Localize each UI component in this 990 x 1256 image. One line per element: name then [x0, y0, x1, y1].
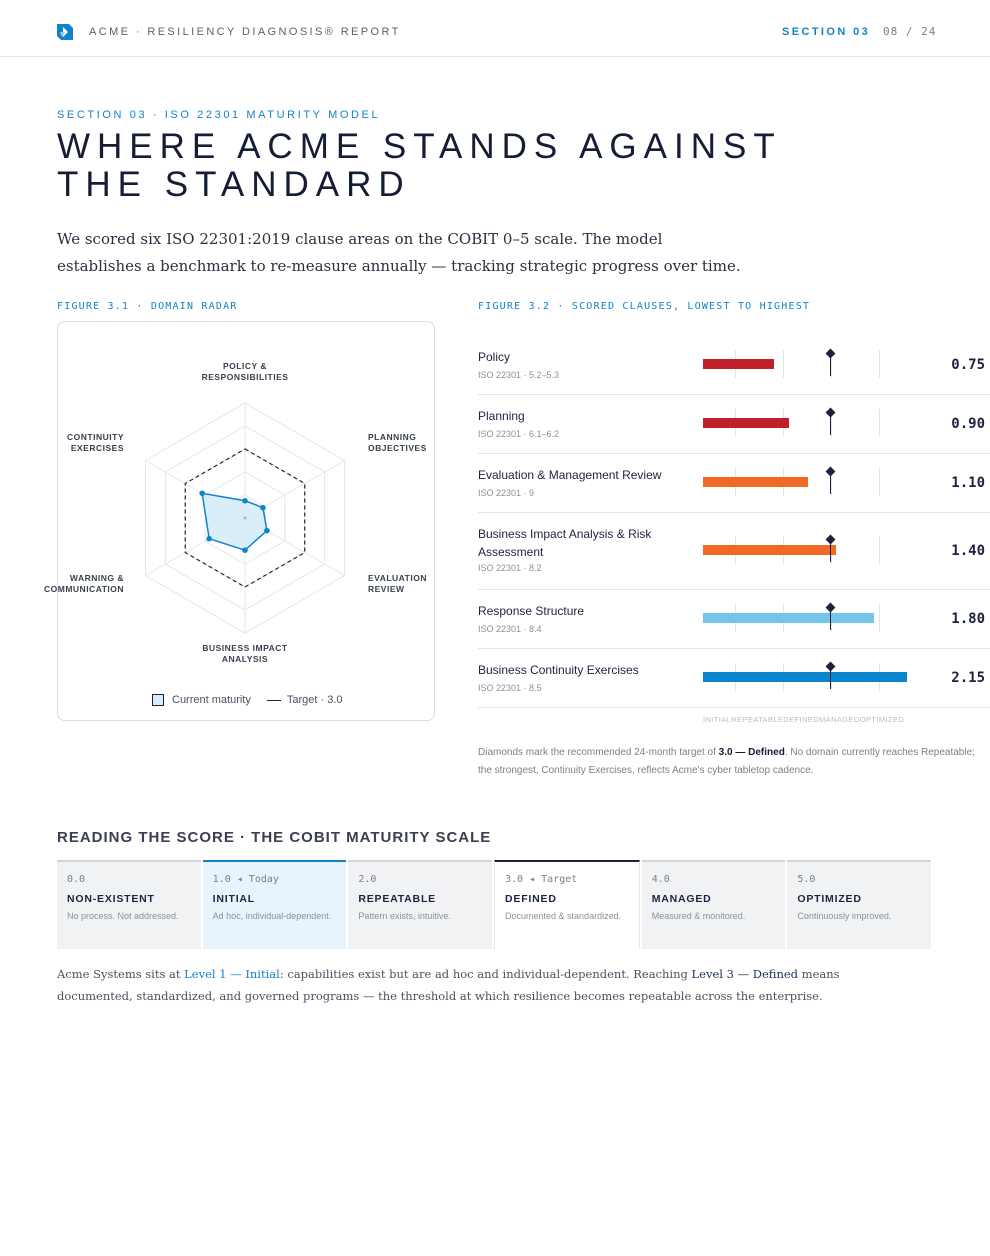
clause-score: 1.40 [951, 543, 985, 559]
clause-bar [703, 477, 808, 487]
clause-ref: ISO 22301 · 9 [478, 488, 535, 498]
figure-note [478, 744, 978, 780]
clause-score: 0.90 [951, 416, 985, 432]
scale-cell-non-existent [57, 860, 201, 949]
figure-3-1-label: FIGURE 3.1 · DOMAIN RADAR [57, 301, 238, 312]
page-title: WHERE ACME STANDS AGAINST THE STANDARD [57, 127, 782, 204]
lede-paragraph: We scored six ISO 22301:2019 clause areas on the COBIT 0–5 scale. The model establishes a benchmark to re-measure annually — tracking strategic progress over time. [57, 230, 741, 275]
radar-point [242, 547, 248, 553]
scale-cell-name: REPEATABLE [358, 893, 436, 905]
bar-gridline [879, 536, 880, 564]
radar-point [264, 528, 270, 534]
figure-note-text-end: . No domain currently reaches Repeatable; the strongest, Continuity Exercises, reflects Acme's cyber tabletop cadence. [478, 747, 975, 776]
radar-axis-label: PLANNING [368, 432, 417, 442]
radar-axis-label: POLICY & [223, 361, 267, 371]
maturity-scale [57, 860, 931, 949]
clause-bar [703, 672, 907, 682]
radar-chart [44, 322, 436, 722]
clause-name: Response Structure [478, 604, 585, 618]
radar-legend [152, 694, 343, 706]
scale-cell-desc: Pattern exists, intuitive. [358, 911, 451, 921]
bar-track [703, 663, 943, 691]
clause-ref: ISO 22301 · 8.4 [478, 624, 542, 634]
clause-row [478, 395, 990, 454]
legend-target-line [267, 700, 281, 701]
scale-cell-level: 4.0 [651, 874, 670, 885]
radar-axis-label: RESPONSIBILITIES [201, 372, 289, 382]
bar-gridline [783, 350, 784, 378]
figure-note-text: Diamonds mark the recommended 24-month target of [478, 747, 719, 758]
clause-ref: ISO 22301 · 8.2 [478, 563, 542, 573]
header-section-label: SECTION 03 [782, 26, 871, 38]
clause-name: Evaluation & Management Review [478, 468, 662, 482]
section-eyebrow: SECTION 03 · ISO 22301 MATURITY MODEL [57, 109, 381, 121]
scale-cell-initial [203, 860, 347, 949]
closing-paragraph [57, 963, 857, 1007]
level-1-highlight: Level 1 — Initial [184, 967, 280, 981]
radar-point [260, 505, 266, 511]
radar-axis-label: BUSINESS IMPACT [202, 643, 288, 653]
clause-bar [703, 359, 774, 369]
target-diamond-icon [826, 603, 836, 613]
target-diamond-icon [826, 662, 836, 672]
bar-track [703, 350, 943, 378]
bar-gridline [879, 604, 880, 632]
bar-gridline [879, 409, 880, 437]
scale-cell-level: 1.0 ◂ Today [212, 874, 279, 885]
bar-track [703, 604, 943, 632]
clause-score: 2.15 [951, 670, 985, 686]
scale-cell-level: 5.0 [797, 874, 816, 885]
scale-cell-desc: Continuously improved. [797, 911, 892, 921]
legend-target-label: Target · 3.0 [286, 694, 343, 706]
clause-row [478, 336, 990, 395]
clause-name: Business Continuity Exercises [478, 663, 639, 677]
scale-cell-desc: Ad hoc, individual-dependent. [212, 911, 332, 921]
scale-cell-name: OPTIMIZED [797, 893, 862, 905]
radar-point [199, 490, 205, 496]
scale-cell-optimized [787, 860, 931, 949]
figure-note-emphasis: 3.0 — Defined [718, 747, 785, 758]
scale-cell-desc: Measured & monitored. [651, 911, 746, 921]
scale-cell-defined [494, 860, 640, 949]
clause-bar [703, 545, 836, 555]
scale-cell-managed [642, 860, 786, 949]
clause-row [478, 454, 990, 513]
scale-cell-name: DEFINED [505, 893, 557, 905]
clause-score: 1.80 [951, 611, 985, 627]
scale-cell-level: 3.0 ◂ Target [505, 874, 578, 885]
scale-cell-level: 2.0 [358, 874, 377, 885]
target-diamond-icon [826, 467, 836, 477]
scale-cell-repeatable [348, 860, 492, 949]
target-diamond-icon [826, 535, 836, 545]
bar-track [703, 536, 943, 564]
target-diamond-icon [826, 349, 836, 359]
document-title: ACME · RESILIENCY DIAGNOSIS® REPORT [89, 26, 401, 38]
clause-row [478, 590, 990, 649]
radar-axis-label: EXERCISES [70, 443, 124, 453]
clause-bar [703, 418, 789, 428]
radar-axis-label: EVALUATION [368, 573, 427, 583]
bar-scale-labels: INITIALREPEATABLEDEFINEDMANAGEDOPTIMIZED [703, 715, 905, 724]
clause-bar [703, 613, 874, 623]
scale-heading: READING THE SCORE · THE COBIT MATURITY SCALE [57, 829, 492, 846]
radar-axis-label: WARNING & [69, 573, 124, 583]
bar-track [703, 468, 943, 496]
radar-axis-label: CONTINUITY [67, 432, 124, 442]
scale-cell-name: MANAGED [651, 893, 712, 905]
clause-ref: ISO 22301 · 5.2–5.3 [478, 370, 560, 380]
clause-ref: ISO 22301 · 8.5 [478, 683, 542, 693]
clause-row [478, 649, 990, 708]
closing-text: means documented, standardized, and governed programs — the threshold at which resilience becomes repeatable across the enterprise. [57, 967, 840, 1003]
legend-current-label: Current maturity [172, 694, 251, 706]
radar-axis-label: COMMUNICATION [44, 584, 124, 594]
closing-text: Acme Systems sits at [57, 967, 185, 981]
figure-3-2-label: FIGURE 3.2 · SCORED CLAUSES, LOWEST TO HIGHEST [478, 301, 811, 312]
page-header [0, 0, 990, 57]
radar-axis-label: ANALYSIS [221, 654, 269, 664]
page-number: 08 / 24 [883, 25, 937, 38]
radar-center-dot [244, 517, 247, 520]
clause-bar-chart [478, 336, 990, 708]
clause-name: Policy [478, 350, 511, 364]
scale-cell-name: NON-EXISTENT [67, 893, 155, 905]
bar-gridline [879, 468, 880, 496]
scale-cell-level: 0.0 [67, 874, 86, 885]
clause-name: Business Impact Analysis & Risk Assessment [478, 527, 652, 559]
radar-axis-label: OBJECTIVES [368, 443, 427, 453]
scale-cell-desc: Documented & standardized. [505, 911, 622, 921]
clause-ref: ISO 22301 · 6.1–6.2 [478, 429, 560, 439]
scale-cell-desc: No process. Not addressed. [67, 911, 179, 921]
acme-logo-icon [57, 24, 73, 40]
bar-gridline [879, 350, 880, 378]
clause-score: 0.75 [951, 357, 985, 373]
scale-cell-name: INITIAL [212, 893, 256, 905]
clause-row [478, 513, 990, 590]
radar-card [44, 321, 435, 721]
closing-text: : capabilities exist but are ad hoc and individual-dependent. Reaching [279, 967, 692, 981]
radar-point [206, 536, 212, 542]
radar-point [242, 498, 248, 504]
bar-track [703, 409, 943, 437]
clause-name: Planning [478, 409, 525, 423]
clause-score: 1.10 [951, 475, 985, 491]
legend-current-swatch [152, 694, 164, 706]
level-3-highlight: Level 3 — Defined [691, 967, 799, 981]
target-diamond-icon [826, 408, 836, 418]
radar-axis-label: REVIEW [368, 584, 405, 594]
